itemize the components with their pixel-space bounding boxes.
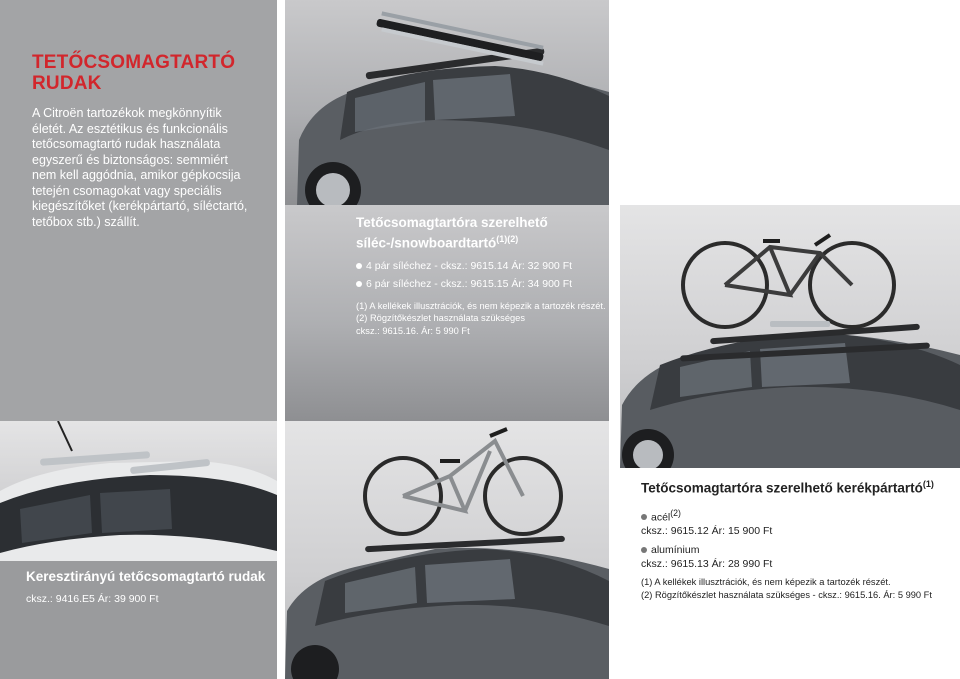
bike-carrier-text-panel (620, 468, 960, 679)
cross-bars-photo (0, 421, 277, 561)
bike-carrier-steel: acél$^{(2)}$ (641, 507, 956, 525)
intro-panel (0, 0, 277, 421)
page-title: TETŐCSOMAGTARTÓ RUDAK (32, 52, 236, 94)
ski-carrier-item-2: 6 pár síléchez - cksz.: 9615.15 Ár: 34 900 Ft (356, 278, 606, 292)
ski-carrier-heading: Tetőcsomagtartóra szerelhető síléc-/snowboardtartó$^{(1)(2)}$ (356, 215, 548, 251)
ski-carrier-note-1: (1) A kellékek illusztrációk, és nem képezik a tartozék részét. (356, 300, 606, 311)
cross-bars-text-panel (0, 561, 277, 679)
ski-carrier-note-3: cksz.: 9615.16. Ár: 5 990 Ft (356, 325, 470, 336)
bike-carrier-note-2: (2) Rögzítőkészlet használata szükséges - cksz.: 9615.16. Ár: 5 990 Ft (641, 589, 932, 600)
bullet-icon (356, 263, 362, 269)
bullet-icon (641, 514, 647, 520)
bullet-icon (356, 281, 362, 287)
bike-carrier-note-1: (1) A kellékek illusztrációk, és nem képezik a tartozék részét. (641, 577, 891, 587)
bike-on-car-photo (285, 421, 609, 679)
cross-bars-heading: Keresztirányú tetőcsomagtartó rudak (26, 569, 266, 584)
cross-bars-ref: cksz.: 9416.E5 Ár: 39 900 Ft (26, 593, 159, 605)
intro-text: A Citroën tartozékok megkönnyítik életét. Az esztétikus és funkcionális tetőcsomagtartó rudak használata egyszerű és biztonságos: semmiért nem kell aggódnia, amikor gépkocsija tetején csomagokat vagy speciális kiegészítőket (kerékpártartó, síléctartó, tetőbox stb.) szállít. (32, 106, 248, 229)
ski-carrier-item-1: 4 pár síléchez - cksz.: 9615.14 Ár: 32 900 Ft (356, 260, 606, 274)
bike-carrier-heading: Tetőcsomagtartóra szerelhető kerékpártartó$^{(1)}$ (641, 479, 934, 496)
bullet-icon (641, 547, 647, 553)
bike-carrier-alu: alumínium (641, 544, 956, 558)
bike-carrier-alu-ref: cksz.: 9615.13 Ár: 28 990 Ft (641, 557, 773, 570)
bike-carrier-steel-ref: cksz.: 9615.12 Ár: 15 900 Ft (641, 524, 773, 537)
ski-carrier-note-2: (2) Rögzítőkészlet használata szükséges (356, 313, 525, 323)
ski-carrier-text-panel (285, 205, 609, 421)
ski-carrier-photo (285, 0, 609, 205)
bike-carrier-photo (620, 205, 960, 468)
